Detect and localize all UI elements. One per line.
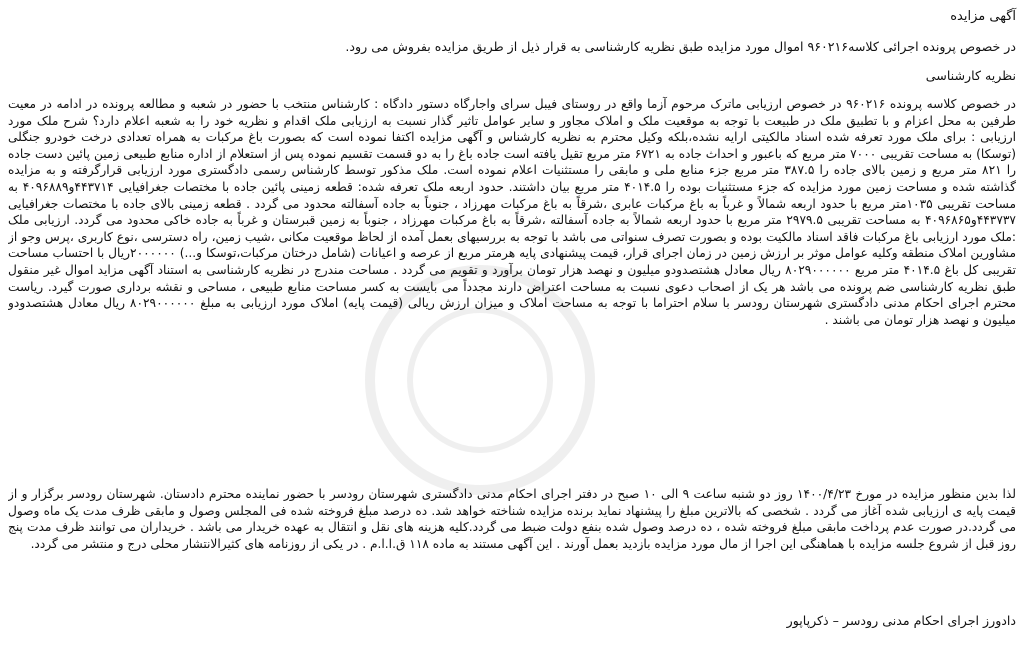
signature-line: دادورز اجرای احکام مدنی رودسر – ذکرپاپور — [786, 613, 1016, 628]
auction-details-paragraph: لذا بدین منظور مزایده در مورخ ۱۴۰۰/۴/۲۳ روز دو شنبه ساعت ۹ الی ۱۰ صبح در دفتر اجرای احکام مدنی دادگستری شهرستان رودسر با حضور نماینده محترم دادستان. شهرستان رودسر برگزار و از قیمت پایه ی ارزیابی شده آغاز می گردد . شخصی که بالاترین مبلغ را پیشنهاد نماید برنده مزایده شناخته خواهد شد. ده درصد مبلغ فروخته شده فی المجلس وصول و مابقی ظرف مدت یک ماه وصول می گردد.در صورت عدم پرداخت مابقی مبلغ فروخته شده ، ده درصد وصول شده بنفع دولت ضبط می گردد.کلیه هزینه های نقل و انتقال به عهده خریدار می باشد . خریداران می توانند ظرف مدت پنج روز قبل از شروع جلسه مزایده با هماهنگی این اجرا از مال مورد مزایده بازدید بعمل آورند . این آگهی مستند به ماده ۱۱۸ ق.ا.ا.م . در یکی از روزنامه های کثیرالانتشار محلی درج و منتشر می گردد. — [8, 487, 1016, 551]
notice-title: آگهی مزایده — [950, 9, 1016, 24]
expert-opinion-heading: نظریه کارشناسی — [925, 68, 1016, 83]
notice-intro: در خصوص پرونده اجرائی کلاسه۹۶۰۲۱۶ اموال مورد مزایده طبق نظریه کارشناسی به قرار ذیل از طریق مزایده بفروش می رود. — [345, 39, 1016, 54]
expert-opinion-paragraph: در خصوص کلاسه پرونده ۹۶۰۲۱۶ در خصوص ارزیابی ماترک مرحوم آزما واقع در روستای فیبل سرای واجارگاه دستور دادگاه : کارشناس منتخب با حضور در شعبه و مطالعه پرونده در ادامه در معیت طرفین به محل اعزام و با تطبیق ملک در طبیعت با توجه به موقعیت ملک و املاک مجاور و سایر عوامل تاثیر گذار نسبت به ارزیابی ملک اقدام و نظریه خود را به شعبه اعلام دارد؟ شرح ملک مورد ارزیابی : برای ملک مورد تعرفه شده اسناد مالکیتی ارایه نشده،بلکه وکیل محترم به نظریه کارشناس و آگهی مزایده اکتفا نموده است که بصورت باغ مرکبات به همراه تعدادی درخت خودرو جنگلی (توسکا) به مساحت تقریبی ۷۰۰۰ متر مربع که باعبور و احداث جاده به ۶۷۲۱ متر مربع تقیل یافته است جاده باغ را به دو قسمت تقسیم نموده پس از استعلام از اداره منابع طبیعی زمین پائین دست جاده را ۸۲۱ متر مربع و زمین بالای جاده را ۳۸۷.۵ متر مربع جزء منابع ملی و مابقی را مستثنیات اعلام نموده است. ملک مذکور توسط کارشناس رسمی دادگستری مورد ارزیابی قرارگرفته و به مزایده گذاشته شده و مساحت زمین مورد مزایده که جزء مستثنیات بوده را ۴۰۱۴.۵ متر مربع بیان داشتند. حدود اربعه ملک تعرفه شده: قطعه زمینی پائین جاده با مختصات جغرافیایی ۴۴۳۷۱۴و۴۰۹۶۸۸۹ به مساحت تقریبی ۱۰۳۵متر مربع با حدود اربعه شمالاً و غرباً به باغ مرکبات عابری ،شرقاً به باغ مرکبات مهرزاد ، جنوباً به جاده آسفالته محدود می گردد . قطعه زمینی بالای جاده با مختصات جغرافیایی ۴۴۳۷۳۷و۴۰۹۶۸۶۵ به مساحت تقریبی ۲۹۷۹.۵ متر مربع با حدود اربعه شمالاً به جاده آسفالته ،شرقاً به باغ مرکبات مهرزاد ، جنوباً به زمین قبرستان و غرباً به جاده خاکی محدود می گردد. ارزیابی ملک :ملک مورد ارزیابی باغ مرکبات فاقد اسناد مالکیت بوده و بصورت تصرف سنواتی می باشد با توجه به بررسیهای بعمل آمده از لحاظ موقعیت مکانی ،شیب زمین، راه دسترسی ،نوع کاربری ،پرس وجو از مشاورین املاک منطقه وکلیه عوامل موثر بر ارزش زمین در زمان اجرای قرار، قیمت پیشنهادی پایه هرمتر مربع از عرصه و اعیانات (شامل درختان مرکبات،توسکا و...) ۲۰۰۰۰۰۰ریال با احتساب مساحت تقریبی کل باغ ۴۰۱۴.۵ متر مربع ۸۰۲۹۰۰۰۰۰۰ ریال معادل هشتصدودو میلیون و نهصد هزار تومان برآورد و تقویم می گردد . مساحت مندرج در نظریه کارشناسی به استناد آگهی مزاید اموال غیر منقول طبق نظریه کارشناسی ضم پرونده می باشد هر یک از اصحاب دعوی نسبت به مساحت اعتراض دارند مجدداً می بایست به کسر مساحت منابع طبیعی ، مساحی و نقشه برداری صورت گیرد. ریاست محترم اجرای احکام مدنی دادگستری شهرستان رودسر با سلام احتراما با توجه به مساحت املاک و میزان ارزش ریالی (قیمت پایه) املاک مورد ارزیابی به مبلغ ۸۰۲۹۰۰۰۰۰۰ ریال معادل هشتصدودو میلیون و نهصد هزار تومان می باشند . — [8, 97, 1016, 327]
